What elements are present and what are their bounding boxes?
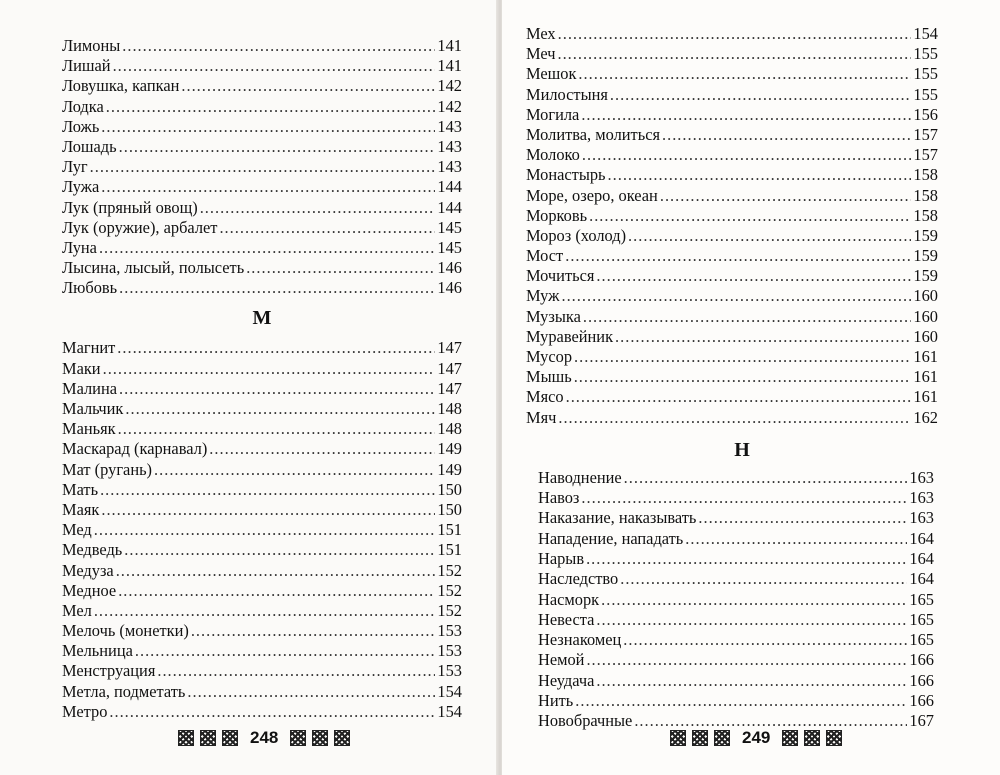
ornament-icon [222, 730, 238, 746]
entry-term: Незнакомец [538, 630, 622, 650]
index-entry [62, 379, 462, 399]
entry-page-number: 142 [437, 96, 462, 116]
index-entry [62, 97, 462, 117]
entry-page-number: 147 [437, 358, 462, 378]
entry-page-number: 161 [913, 387, 938, 407]
entry-page-number: 145 [437, 237, 462, 257]
dot-leader [106, 97, 436, 117]
dot-leader [624, 468, 908, 488]
entry-page-number: 164 [909, 548, 934, 568]
ornament-icon [804, 730, 820, 746]
entry-term: Мех [526, 24, 556, 43]
dot-leader [90, 157, 436, 177]
entry-page-number: 162 [913, 407, 938, 427]
dot-leader [246, 258, 435, 278]
dot-leader [109, 702, 435, 722]
index-entry [62, 682, 462, 702]
entry-page-number: 155 [913, 44, 938, 64]
entry-term: Метла, подметать [62, 681, 186, 701]
entry-term: Медведь [62, 540, 123, 560]
entry-page-number: 153 [437, 621, 462, 641]
dot-leader [125, 399, 435, 419]
dot-leader [662, 125, 911, 145]
index-entry [526, 24, 938, 44]
index-entry [62, 218, 462, 238]
ornament-icon [312, 730, 328, 746]
dot-leader [620, 569, 907, 589]
entry-page-number: 154 [437, 681, 462, 701]
entry-term: Лодка [62, 96, 104, 116]
entry-term: Мелочь (монетки) [62, 621, 189, 641]
entry-term: Маскарад (карнавал) [62, 439, 208, 459]
index-entry [538, 630, 934, 650]
index-entry [62, 399, 462, 419]
entry-page-number: 163 [909, 467, 934, 487]
left-index-column [62, 36, 462, 722]
dot-leader [101, 117, 435, 137]
dot-leader [187, 682, 435, 702]
dot-leader [200, 198, 436, 218]
dot-leader [698, 508, 907, 528]
entry-term: Мать [62, 479, 99, 499]
left-page-footer [178, 728, 350, 748]
entry-page-number: 155 [913, 84, 938, 104]
dot-leader [116, 561, 436, 581]
entry-term: Лимоны [62, 36, 121, 55]
dot-leader [660, 186, 912, 206]
right-page-footer [670, 728, 842, 748]
entry-page-number: 141 [437, 36, 462, 55]
entry-page-number: 150 [437, 479, 462, 499]
entry-page-number: 156 [913, 104, 938, 124]
entry-term: Мясо [526, 387, 564, 407]
dot-leader [124, 540, 435, 560]
entry-page-number: 159 [913, 246, 938, 266]
entry-term: Наводнение [538, 467, 622, 487]
entry-term: Метро [62, 701, 108, 721]
entry-term: Музыка [526, 306, 581, 326]
left-page [0, 0, 498, 775]
index-entry [526, 105, 938, 125]
dot-leader [122, 36, 435, 56]
entry-term: Любовь [62, 278, 118, 298]
entry-page-number: 157 [913, 145, 938, 165]
dot-leader [565, 246, 911, 266]
dot-leader [94, 520, 436, 540]
entry-page-number: 159 [913, 266, 938, 286]
index-entry [526, 286, 938, 306]
dot-leader [100, 480, 435, 500]
entry-term: Малина [62, 378, 117, 398]
entry-page-number: 164 [909, 569, 934, 589]
dot-leader [118, 581, 435, 601]
entry-term: Молоко [526, 145, 580, 165]
dot-leader [586, 549, 907, 569]
dot-leader [589, 206, 911, 226]
index-entry [62, 661, 462, 681]
dot-leader [157, 661, 435, 681]
entry-page-number: 158 [913, 165, 938, 185]
dot-leader [628, 226, 911, 246]
dot-leader [581, 105, 911, 125]
index-entry [526, 408, 938, 428]
entry-page-number: 158 [913, 205, 938, 225]
entry-term: Немой [538, 650, 585, 670]
page-number: 249 [742, 728, 771, 747]
ornament-icon [178, 730, 194, 746]
index-entry [526, 125, 938, 145]
dot-leader [574, 347, 911, 367]
index-entry [526, 44, 938, 64]
entry-term: Медное [62, 580, 117, 600]
entry-page-number: 151 [437, 520, 462, 540]
left-entries-m [62, 338, 462, 722]
dot-leader [578, 64, 911, 84]
entry-term: Мешок [526, 64, 577, 84]
entry-term: Морковь [526, 205, 588, 225]
entry-term: Ложь [62, 116, 100, 136]
index-entry [526, 165, 938, 185]
index-entry [62, 76, 462, 96]
index-entry [526, 64, 938, 84]
index-entry [538, 590, 934, 610]
dot-leader [608, 165, 912, 185]
dot-leader [135, 641, 436, 661]
page-number: 248 [250, 728, 279, 747]
entry-term: Меч [526, 44, 556, 64]
dot-leader [574, 367, 912, 387]
entry-page-number: 151 [437, 540, 462, 560]
entry-page-number: 143 [437, 157, 462, 177]
entry-term: Лук (оружие), арбалет [62, 217, 218, 237]
right-page [502, 0, 1000, 775]
entry-term: Маки [62, 358, 101, 378]
ornament-icon [714, 730, 730, 746]
index-entry [538, 650, 934, 670]
dot-leader [557, 44, 911, 64]
dot-leader [101, 500, 435, 520]
entry-page-number: 143 [437, 136, 462, 156]
entry-term: Навоз [538, 488, 580, 508]
index-entry [62, 198, 462, 218]
dot-leader [99, 238, 435, 258]
entry-term: Мочиться [526, 266, 595, 286]
dot-leader [610, 85, 912, 105]
entry-term: Луг [62, 157, 88, 177]
entry-page-number: 146 [437, 258, 462, 278]
entry-term: Нападение, нападать [538, 528, 684, 548]
entry-page-number: 157 [913, 124, 938, 144]
index-entry [62, 36, 462, 56]
entry-term: Мороз (холод) [526, 225, 627, 245]
dot-leader [575, 691, 907, 711]
index-entry [526, 307, 938, 327]
entry-term: Маньяк [62, 419, 116, 439]
dot-leader [558, 408, 911, 428]
index-entry [62, 480, 462, 500]
index-entry [538, 549, 934, 569]
entry-page-number: 167 [909, 711, 934, 731]
entry-term: Мост [526, 246, 564, 266]
entry-page-number: 152 [437, 580, 462, 600]
entry-page-number: 153 [437, 661, 462, 681]
entry-term: Маяк [62, 499, 100, 519]
index-entry [538, 569, 934, 589]
index-entry [62, 137, 462, 157]
ornament-icon [670, 730, 686, 746]
entry-page-number: 149 [437, 459, 462, 479]
dot-leader [101, 177, 435, 197]
entry-term: Нарыв [538, 548, 585, 568]
index-entry [538, 671, 934, 691]
entry-page-number: 163 [909, 488, 934, 508]
entry-page-number: 154 [437, 701, 462, 721]
dot-leader [581, 488, 907, 508]
dot-leader [558, 24, 912, 44]
index-entry [62, 601, 462, 621]
index-entry [526, 85, 938, 105]
entry-page-number: 166 [909, 650, 934, 670]
entry-page-number: 145 [437, 217, 462, 237]
index-entry [62, 460, 462, 480]
entry-term: Молитва, молиться [526, 124, 661, 144]
entry-page-number: 144 [437, 197, 462, 217]
entry-term: Мат (ругань) [62, 459, 153, 479]
index-entry [538, 508, 934, 528]
entry-page-number: 161 [913, 367, 938, 387]
right-entries-n [538, 468, 934, 732]
index-entry [526, 145, 938, 165]
dot-leader [118, 419, 436, 439]
section-heading-n: Н [734, 438, 750, 461]
index-entry [526, 327, 938, 347]
entry-page-number: 146 [437, 278, 462, 298]
entry-page-number: 155 [913, 64, 938, 84]
index-entry [526, 347, 938, 367]
index-entry [62, 439, 462, 459]
entry-page-number: 165 [909, 609, 934, 629]
index-entry [538, 468, 934, 488]
dot-leader [615, 327, 911, 347]
entry-term: Море, озеро, океан [526, 185, 658, 205]
entry-page-number: 144 [437, 177, 462, 197]
dot-leader [219, 218, 435, 238]
entry-term: Насморк [538, 589, 600, 609]
dot-leader [191, 621, 436, 641]
entry-term: Наказание, наказывать [538, 508, 697, 528]
entry-page-number: 147 [437, 378, 462, 398]
dot-leader [117, 338, 435, 358]
index-entry [526, 226, 938, 246]
dot-leader [113, 56, 436, 76]
entry-page-number: 160 [913, 306, 938, 326]
dot-leader [181, 76, 435, 96]
entry-page-number: 148 [437, 419, 462, 439]
index-entry [62, 238, 462, 258]
dot-leader [103, 359, 436, 379]
dot-leader [209, 439, 435, 459]
index-entry [62, 258, 462, 278]
ornament-icon [334, 730, 350, 746]
dot-leader [119, 278, 435, 298]
entry-page-number: 164 [909, 528, 934, 548]
entry-page-number: 166 [909, 691, 934, 711]
index-entry [62, 56, 462, 76]
ornament-icon [290, 730, 306, 746]
entry-term: Нить [538, 691, 574, 711]
entry-page-number: 160 [913, 326, 938, 346]
left-entries-l [62, 36, 462, 298]
dot-leader [596, 671, 907, 691]
index-entry [62, 278, 462, 298]
entry-term: Мельница [62, 641, 133, 661]
ornament-icon [782, 730, 798, 746]
index-entry [538, 691, 934, 711]
dot-leader [601, 590, 907, 610]
entry-term: Лужа [62, 177, 100, 197]
dot-leader [596, 610, 907, 630]
dot-leader [561, 286, 911, 306]
entry-page-number: 165 [909, 589, 934, 609]
entry-term: Мальчик [62, 399, 124, 418]
entry-page-number: 152 [437, 560, 462, 580]
section-heading-m: М [252, 307, 272, 330]
entry-page-number: 166 [909, 670, 934, 690]
index-entry [526, 246, 938, 266]
index-entry [62, 359, 462, 379]
entry-page-number: 149 [437, 439, 462, 459]
entry-term: Мяч [526, 407, 557, 427]
entry-page-number: 148 [437, 399, 462, 418]
index-entry [526, 387, 938, 407]
entry-term: Лысина, лысый, полысеть [62, 258, 245, 278]
entry-term: Мел [62, 600, 92, 620]
entry-page-number: 143 [437, 116, 462, 136]
entry-page-number: 165 [909, 630, 934, 650]
index-entry [62, 157, 462, 177]
index-entry [62, 419, 462, 439]
right-entries-m [526, 24, 938, 428]
entry-term: Милостыня [526, 84, 608, 104]
entry-page-number: 161 [913, 347, 938, 366]
index-entry [62, 561, 462, 581]
entry-page-number: 160 [913, 286, 938, 306]
entry-page-number: 147 [437, 338, 462, 358]
entry-page-number: 152 [437, 600, 462, 620]
index-entry [538, 488, 934, 508]
entry-term: Новобрачные [538, 711, 633, 731]
index-entry [538, 529, 934, 549]
dot-leader [119, 379, 435, 399]
index-entry [62, 500, 462, 520]
dot-leader [154, 460, 435, 480]
entry-term: Лук (пряный овощ) [62, 197, 198, 217]
index-entry [62, 540, 462, 560]
dot-leader [586, 650, 907, 670]
entry-term: Муж [526, 286, 560, 306]
dot-leader [119, 137, 436, 157]
index-entry [526, 266, 938, 286]
index-entry [526, 186, 938, 206]
ornament-icon [692, 730, 708, 746]
dot-leader [583, 307, 912, 327]
entry-page-number: 150 [437, 499, 462, 519]
entry-term: Мед [62, 520, 92, 540]
entry-page-number: 142 [437, 76, 462, 96]
index-entry [62, 702, 462, 722]
entry-term: Луна [62, 237, 97, 257]
entry-page-number: 141 [437, 56, 462, 76]
entry-term: Могила [526, 104, 580, 124]
entry-page-number: 159 [913, 225, 938, 245]
entry-term: Наследство [538, 569, 619, 589]
ornament-icon [826, 730, 842, 746]
index-entry [62, 581, 462, 601]
index-entry [538, 610, 934, 630]
entry-term: Неудача [538, 670, 595, 690]
entry-page-number: 153 [437, 641, 462, 661]
dot-leader [685, 529, 907, 549]
dot-leader [596, 266, 911, 286]
entry-term: Лишай [62, 56, 111, 76]
index-entry [62, 177, 462, 197]
entry-term: Менструация [62, 661, 156, 681]
entry-term: Монастырь [526, 165, 606, 185]
entry-term: Медуза [62, 560, 114, 580]
index-entry [62, 641, 462, 661]
index-entry [526, 367, 938, 387]
entry-term: Ловушка, капкан [62, 76, 180, 96]
index-entry [62, 520, 462, 540]
ornament-icon [200, 730, 216, 746]
right-index-column [526, 24, 938, 732]
entry-term: Мышь [526, 367, 572, 387]
dot-leader [623, 630, 907, 650]
entry-term: Мусор [526, 347, 573, 366]
index-entry [62, 338, 462, 358]
index-entry [62, 621, 462, 641]
dot-leader [94, 601, 436, 621]
entry-page-number: 154 [913, 24, 938, 43]
entry-term: Магнит [62, 338, 116, 358]
dot-leader [566, 387, 912, 407]
index-entry [526, 206, 938, 226]
entry-page-number: 158 [913, 185, 938, 205]
index-entry [62, 117, 462, 137]
dot-leader [582, 145, 912, 165]
entry-term: Муравейник [526, 326, 614, 346]
entry-page-number: 163 [909, 508, 934, 528]
entry-term: Невеста [538, 609, 595, 629]
entry-term: Лошадь [62, 136, 117, 156]
